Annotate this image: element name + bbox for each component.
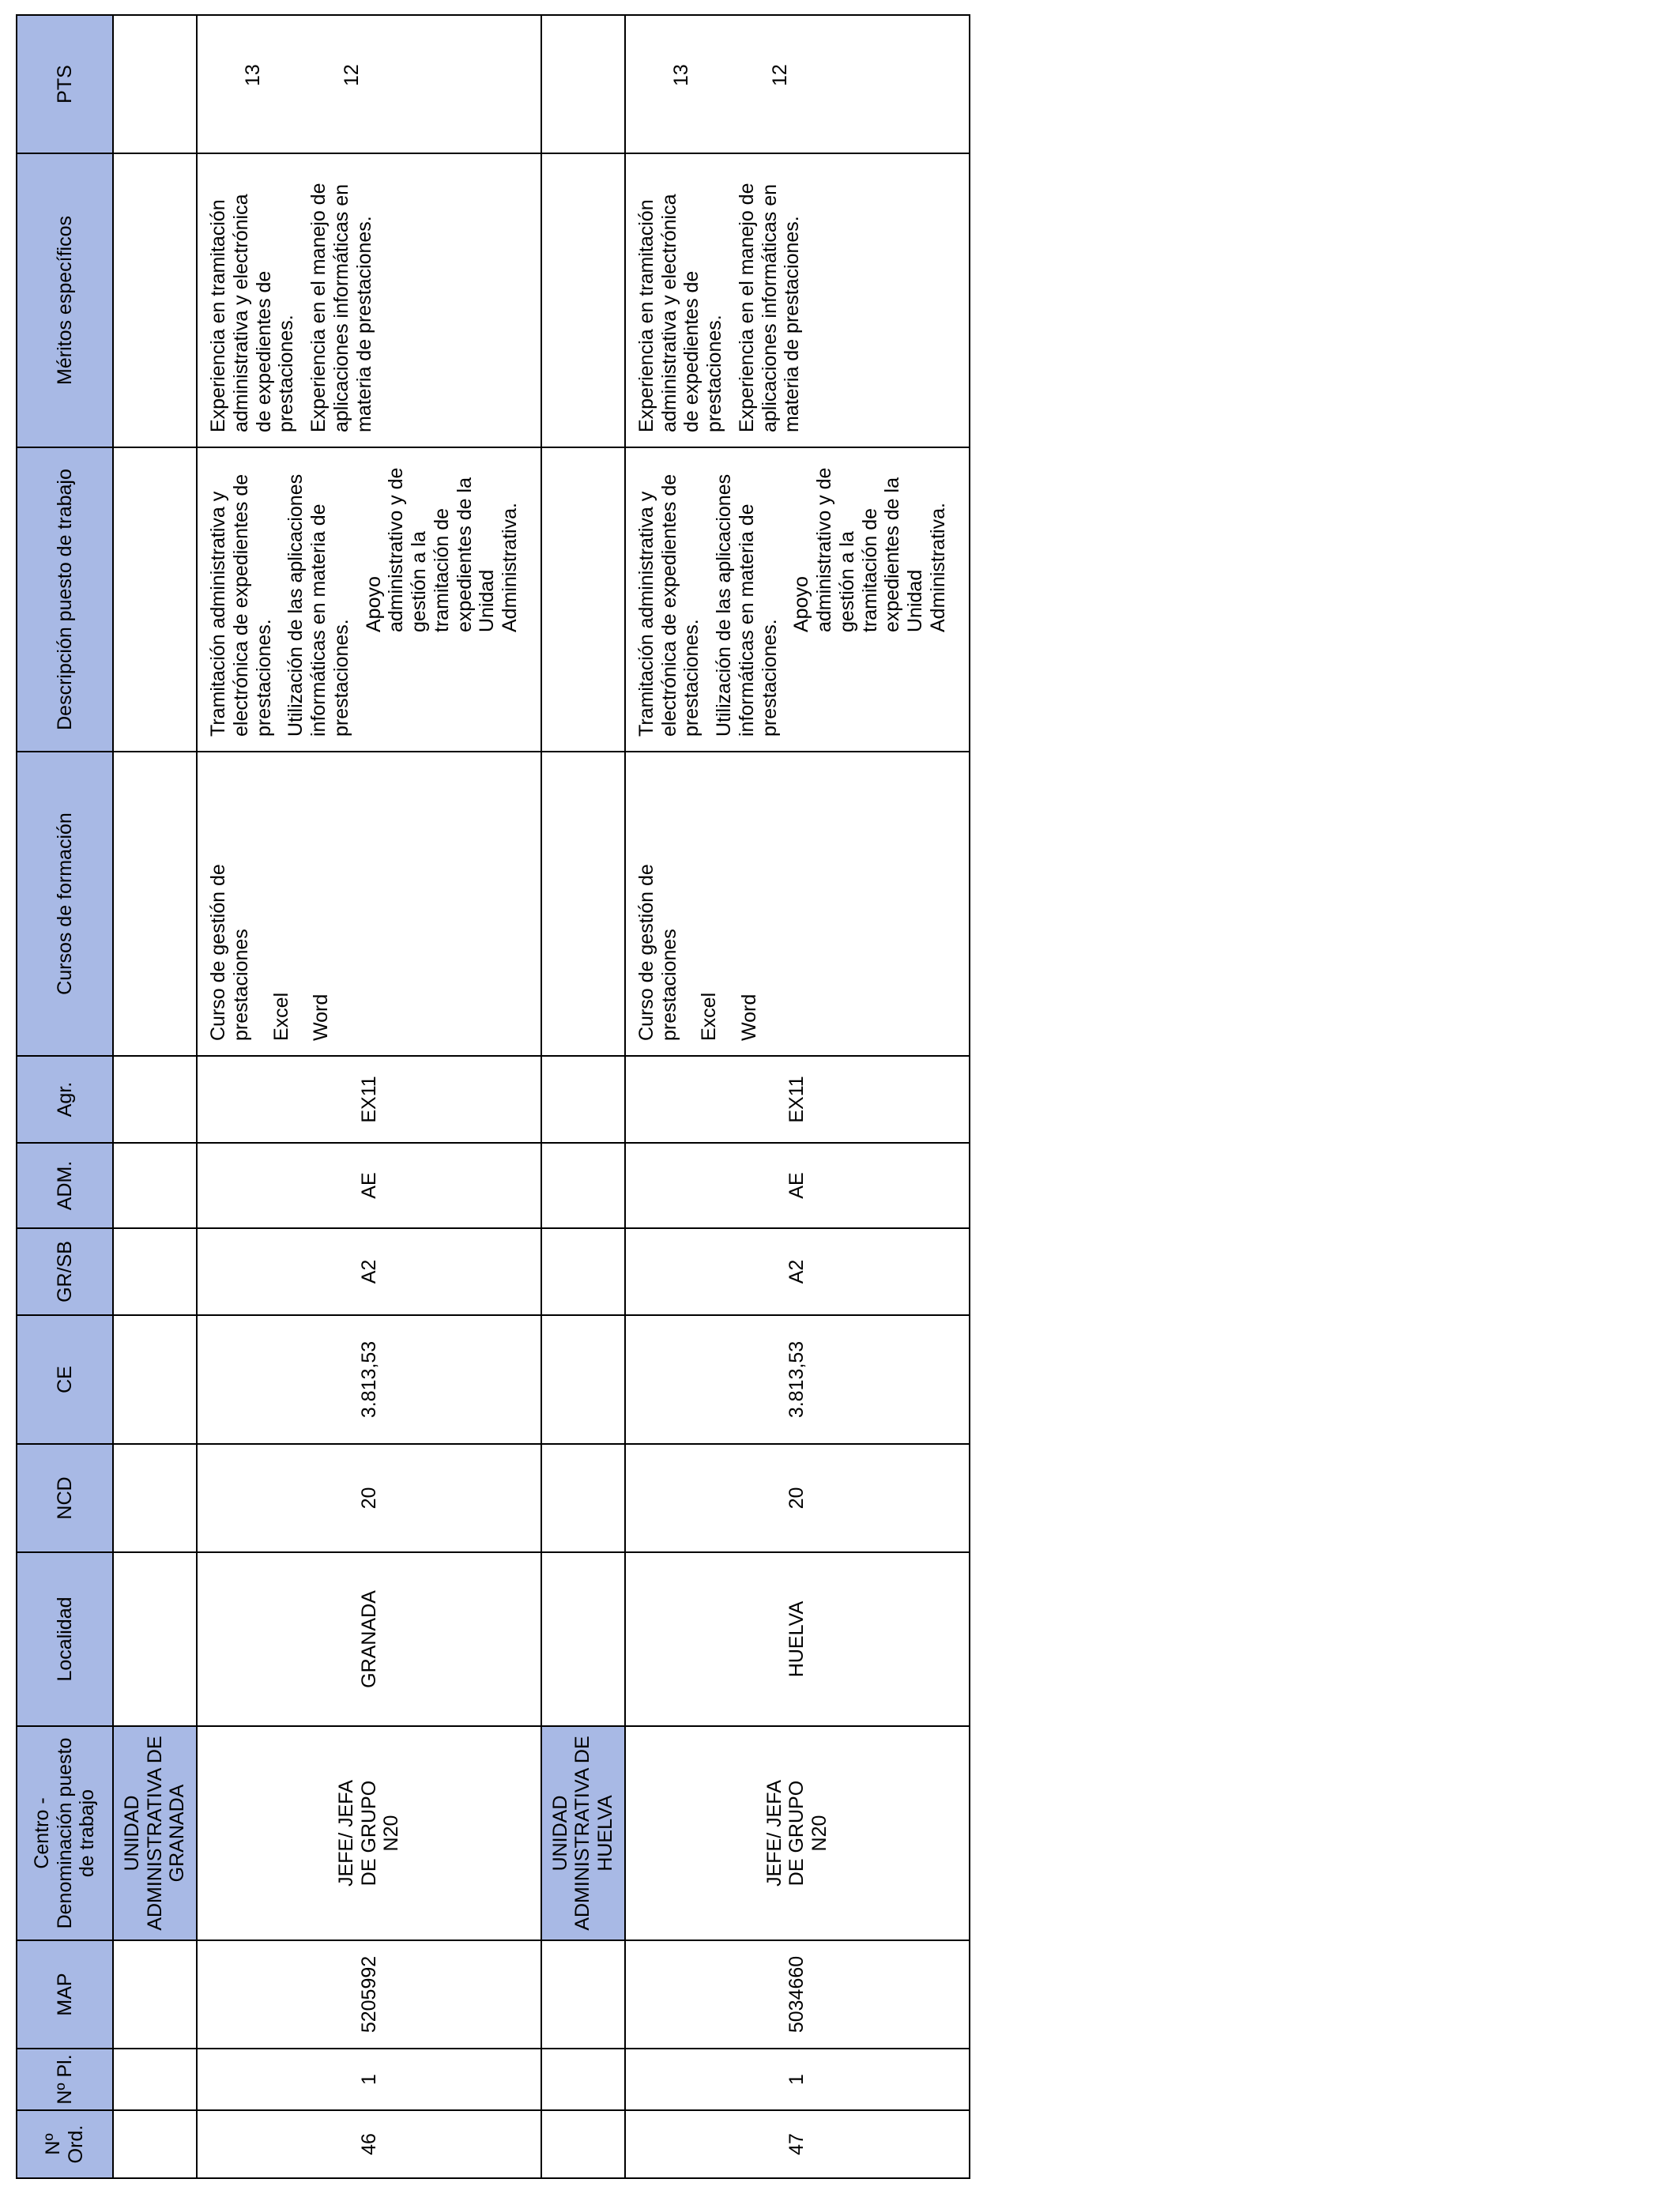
header-descripcion: Descripción puesto de trabajo [17, 447, 113, 752]
agr-cell: EX11 [625, 1056, 970, 1143]
merito-item: Experiencia en tramitación administrativa y electrónica de expedientes de prestaciones. [635, 194, 725, 432]
empty-cell [541, 153, 625, 447]
empty-cell [113, 752, 197, 1056]
map-cell: 5205992 [197, 1940, 541, 2049]
empty-cell [541, 1940, 625, 2049]
center-row-granada [113, 15, 197, 2178]
empty-cell [113, 2110, 197, 2178]
cursos-cell [625, 752, 970, 1056]
descripcion-item: Utilización de las aplicaciones informáticas en materia de prestaciones. [284, 473, 352, 737]
denominacion-cell: JEFE/ JEFA DE GRUPO N20 [625, 1726, 970, 1940]
denominacion-cell: JEFE/ JEFA DE GRUPO N20 [197, 1726, 541, 1940]
pl-cell: 1 [625, 2049, 970, 2110]
ncd-cell: 20 [625, 1444, 970, 1552]
descripcion-cell [197, 447, 541, 752]
empty-cell [113, 15, 197, 153]
empty-cell [113, 1552, 197, 1726]
ord-cell: 47 [625, 2110, 970, 2178]
curso-item: Excel [269, 992, 292, 1041]
header-adm: ADM. [17, 1143, 113, 1228]
descripcion-item: Tramitación administrativa y electrónica de expedientes de prestaciones. [207, 473, 275, 737]
empty-cell [541, 2049, 625, 2110]
map-cell: 5034660 [625, 1940, 970, 2049]
pts-cell [197, 15, 541, 153]
empty-cell [541, 1444, 625, 1552]
header-row [17, 15, 113, 2178]
header-pl: Nº Pl. [17, 2049, 113, 2110]
header-localidad: Localidad [17, 1552, 113, 1726]
pts-value: 13 [242, 64, 264, 86]
empty-cell [541, 752, 625, 1056]
empty-cell [113, 1940, 197, 2049]
header-grsb: GR/SB [17, 1228, 113, 1315]
empty-cell [541, 15, 625, 153]
descripcion-item: Utilización de las aplicaciones informáticas en materia de prestaciones. [713, 473, 781, 737]
descripcion-item: Tramitación administrativa y electrónica de expedientes de prestaciones. [635, 473, 703, 737]
center-name: UNIDAD ADMINISTRATIVA DE HUELVA [541, 1726, 625, 1940]
pts-cell [625, 15, 970, 153]
meritos-cell [625, 153, 970, 447]
empty-cell [541, 447, 625, 752]
header-agr: Agr. [17, 1056, 113, 1143]
merito-item: Experiencia en el manejo de aplicaciones informáticas en materia de prestaciones. [307, 183, 375, 432]
puestos-table [16, 14, 970, 2179]
empty-cell [113, 1056, 197, 1143]
pts-value: 12 [340, 64, 363, 86]
header-meritos: Méritos específicos [17, 153, 113, 447]
empty-cell [113, 1315, 197, 1444]
empty-cell [541, 1552, 625, 1726]
job-row-47 [625, 15, 970, 2178]
empty-cell [541, 1143, 625, 1228]
empty-cell [541, 2110, 625, 2178]
header-pts: PTS [17, 15, 113, 153]
localidad-cell: GRANADA [197, 1552, 541, 1726]
empty-cell [113, 1143, 197, 1228]
job-row-46 [197, 15, 541, 2178]
merito-item: Experiencia en tramitación administrativa y electrónica de expedientes de prestaciones. [207, 194, 298, 432]
grsb-cell: A2 [625, 1228, 970, 1315]
empty-cell [113, 1228, 197, 1315]
pts-value: 12 [768, 64, 791, 86]
header-ord: Nº Ord. [17, 2110, 113, 2178]
empty-cell [541, 1056, 625, 1143]
empty-cell [113, 153, 197, 447]
agr-cell: EX11 [197, 1056, 541, 1143]
curso-item: Word [738, 993, 760, 1041]
header-centro: Centro - Denominación puesto de trabajo [17, 1726, 113, 1940]
header-cursos: Cursos de formación [17, 752, 113, 1056]
pts-value: 13 [669, 64, 692, 86]
empty-cell [113, 447, 197, 752]
ncd-cell: 20 [197, 1444, 541, 1552]
empty-cell [541, 1315, 625, 1444]
curso-item: Curso de gestión de prestaciones [635, 864, 680, 1041]
empty-cell [113, 1444, 197, 1552]
merito-item: Experiencia en el manejo de aplicaciones informáticas en materia de prestaciones. [735, 183, 804, 432]
center-row-huelva [541, 15, 625, 2178]
ce-cell: 3.813,53 [625, 1315, 970, 1444]
descripcion-item: Apoyo administrativo y de gestión a la tramitación de expedientes de la Unidad Administrativa. [790, 467, 949, 632]
header-map: MAP [17, 1940, 113, 2049]
descripcion-item: Apoyo administrativo y de gestión a la tramitación de expedientes de la Unidad Administrativa. [362, 467, 521, 632]
localidad-cell: HUELVA [625, 1552, 970, 1726]
header-ce: CE [17, 1315, 113, 1444]
rotated-table-sheet [16, 16, 949, 2179]
descripcion-cell [625, 447, 970, 752]
center-name: UNIDAD ADMINISTRATIVA DE GRANADA [113, 1726, 197, 1940]
adm-cell: AE [625, 1143, 970, 1228]
header-ncd: NCD [17, 1444, 113, 1552]
grsb-cell: A2 [197, 1228, 541, 1315]
cursos-cell [197, 752, 541, 1056]
ord-cell: 46 [197, 2110, 541, 2178]
curso-item: Word [310, 993, 333, 1041]
adm-cell: AE [197, 1143, 541, 1228]
meritos-cell [197, 153, 541, 447]
pl-cell: 1 [197, 2049, 541, 2110]
ce-cell: 3.813,53 [197, 1315, 541, 1444]
curso-item: Curso de gestión de prestaciones [207, 864, 252, 1041]
empty-cell [541, 1228, 625, 1315]
curso-item: Excel [698, 992, 721, 1041]
empty-cell [113, 2049, 197, 2110]
